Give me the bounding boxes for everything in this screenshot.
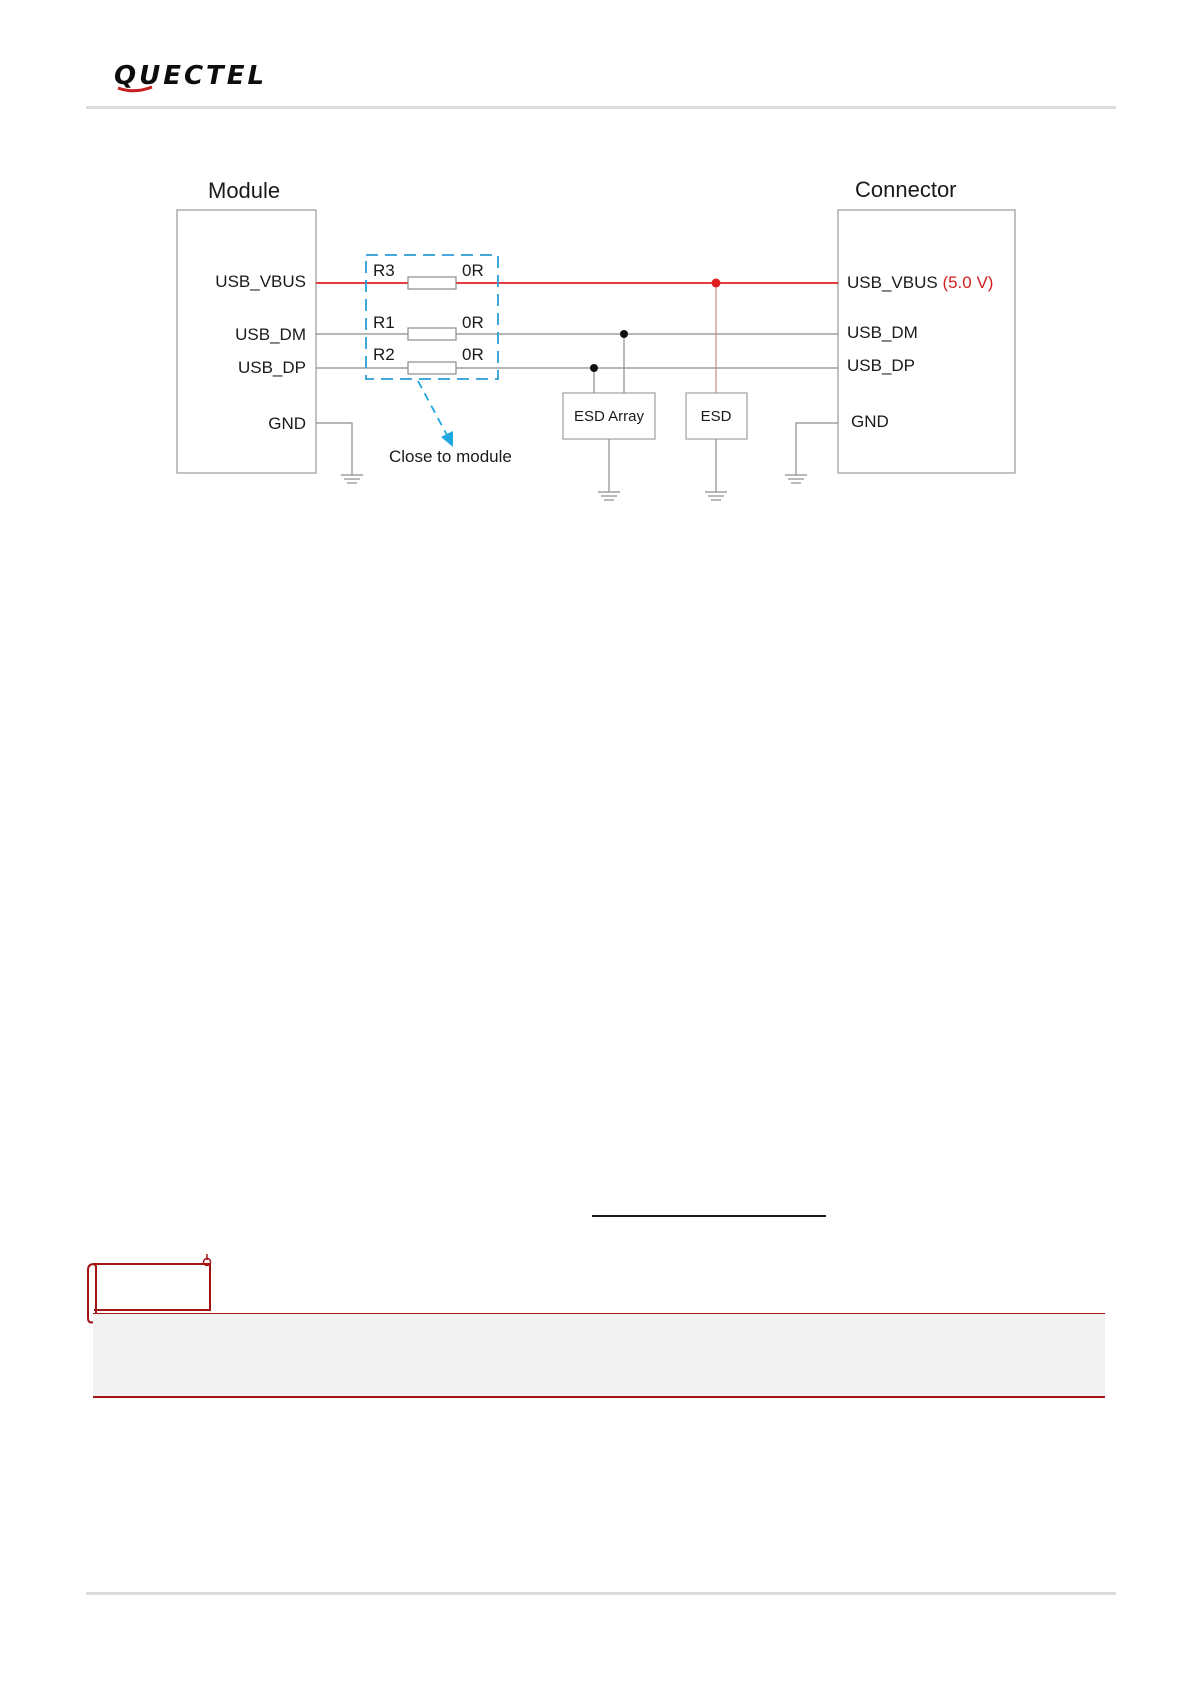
module-pin-dm: USB_DM <box>235 325 306 344</box>
connector-ground-symbol <box>785 475 807 483</box>
esd-ground-symbol <box>705 492 727 500</box>
module-pin-dp: USB_DP <box>237 358 306 377</box>
logo-wordmark: QUECTEL <box>114 61 268 91</box>
esd-array-label: ESD Array <box>573 408 645 425</box>
placement-annotation: Close to module <box>389 447 512 466</box>
connector-pin-dp: USB_DP <box>847 356 916 375</box>
resistor-r2 <box>408 362 456 374</box>
resistor-r1-value: 0R <box>462 313 484 332</box>
module-pin-gnd: GND <box>268 414 306 433</box>
esd-array-ground-symbol <box>598 492 620 500</box>
resistor-r1-ref: R1 <box>373 313 395 332</box>
connector-pin-dm: USB_DM <box>847 323 918 342</box>
vbus-junction-dot <box>712 279 721 288</box>
connector-pin-gnd: GND <box>851 412 889 431</box>
module-ground-symbol <box>341 475 363 483</box>
connector-gnd-trace <box>796 423 838 475</box>
connector-pin-vbus: USB_VBUS (5.0 V) <box>847 273 994 292</box>
placement-arrow-line <box>418 381 448 437</box>
resistor-r3-ref: R3 <box>373 261 395 280</box>
footer-divider <box>86 1592 1116 1595</box>
esd-label: ESD <box>700 408 732 425</box>
connector-title: Connector <box>855 177 957 202</box>
resistor-r3-value: 0R <box>462 261 484 280</box>
resistor-r3 <box>408 277 456 289</box>
module-gnd-trace <box>316 423 352 475</box>
dp-junction-dot <box>590 364 598 372</box>
resistor-r2-ref: R2 <box>373 345 395 364</box>
module-title: Module <box>208 178 281 203</box>
hyperlink-underline[interactable] <box>592 1215 826 1217</box>
note-panel <box>93 1313 1105 1398</box>
connector-vbus-voltage: (5.0 V) <box>942 273 994 292</box>
resistor-r2-value: 0R <box>462 345 484 364</box>
module-pin-vbus: USB_VBUS <box>215 272 306 291</box>
dm-junction-dot <box>620 330 628 338</box>
resistor-r1 <box>408 328 456 340</box>
